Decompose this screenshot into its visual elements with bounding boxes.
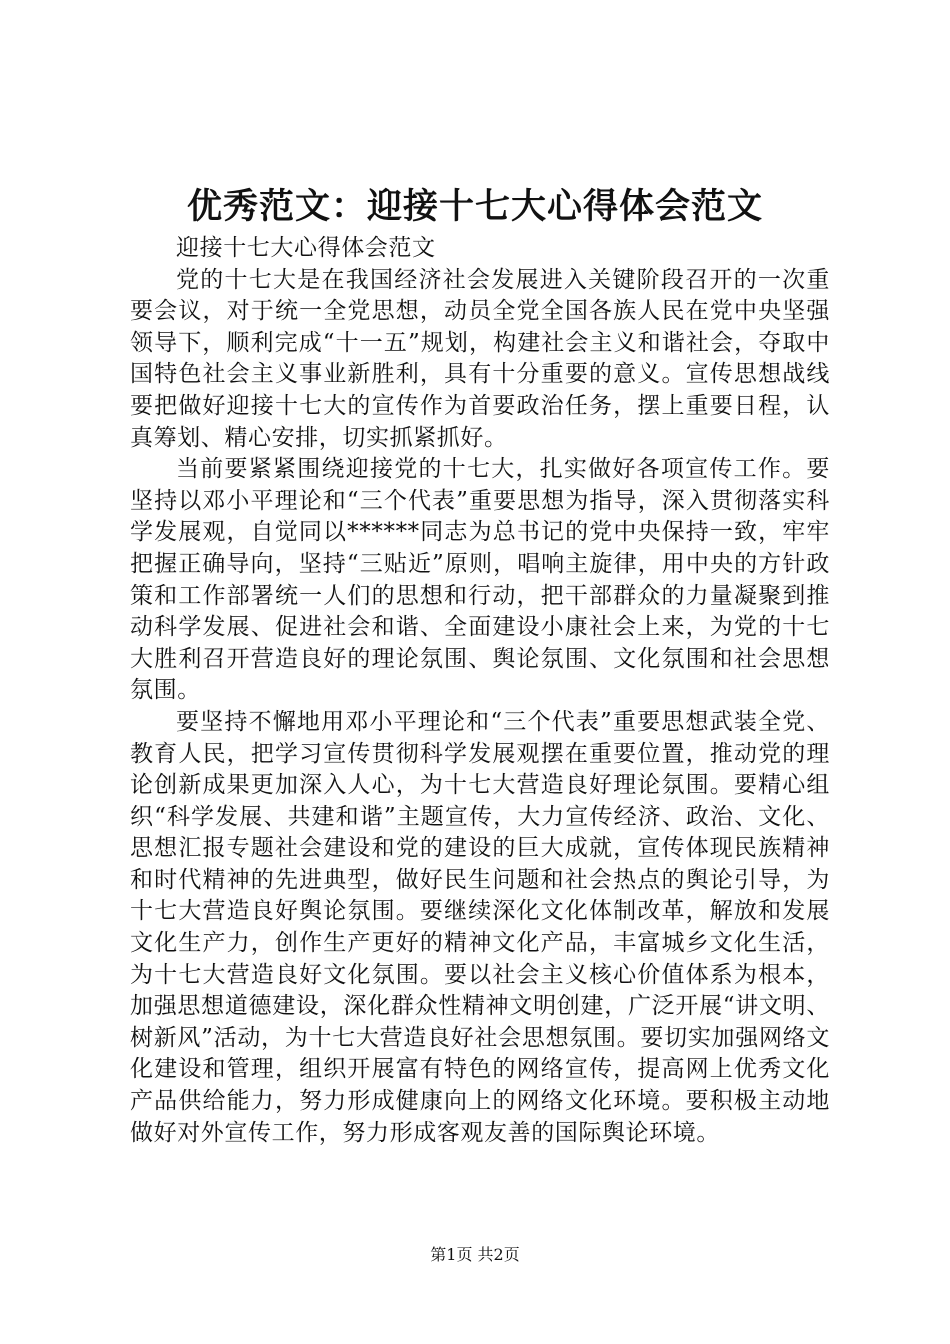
page-number-footer: 第1页 共2页 [430,1245,520,1264]
body-paragraph-1: 党的十七大是在我国经济社会发展进入关键阶段召开的一次重要会议，对于统一全党思想，动员全党全国各族人民在党中央坚强领导下，顺利完成“十一五”规划，构建社会主义和谐社会，夺取中国特色社会主义事业新胜利，具有十分重要的意义。宣传思想战线要把做好迎接十七大的宣传作为首要政治任务，摆上重要日程，认真筹划、精心安排，切实抓紧抓好。 [130,266,830,451]
body-paragraph-2: 当前要紧紧围绕迎接党的十七大，扎实做好各项宣传工作。要坚持以邓小平理论和“三个代表”重要思想为指导，深入贯彻落实科学发展观，自觉同以******同志为总书记的党中央保持一致，牢牢把握正确导向，坚持“三贴近”原则，唱响主旋律，用中央的方针政策和工作部署统一人们的思想和行动，把干部群众的力量凝聚到推动科学发展、促进社会和谐、全面建设小康社会上来，为党的十七大胜利召开营造良好的理论氛围、舆论氛围、文化氛围和社会思想氛围。 [130,456,830,704]
body-paragraph-3: 要坚持不懈地用邓小平理论和“三个代表”重要思想武装全党、教育人民，把学习宣传贯彻科学发展观摆在重要位置，推动党的理论创新成果更加深入人心，为十七大营造良好理论氛围。要精心组织“科学发展、共建和谐”主题宣传，大力宣传经济、政治、文化、思想汇报专题社会建设和党的建设的巨大成就，宣传体现民族精神和时代精神的先进典型，做好民生问题和社会热点的舆论引导，为十七大营造良好舆论氛围。要继续深化文化体制改革，解放和发展文化生产力，创作生产更好的精神文化产品，丰富城乡文化生活，为十七大营造良好文化氛围。要以社会主义核心价值体系为根本，加强思想道德建设，深化群众性精神文明创建，广泛开展“讲文明、树新风”活动，为十七大营造良好社会思想氛围。要切实加强网络文化建设和管理，组织开展富有特色的网络宣传，提高网上优秀文化产品供给能力，努力形成健康向上的网络文化环境。要积极主动地做好对外宣传工作，努力形成客观友善的国际舆论环境。 [130,708,830,1146]
document-title: 优秀范文：迎接十七大心得体会范文 [186,186,763,227]
subtitle-paragraph: 迎接十七大心得体会范文 [176,235,436,261]
document-body [130,233,830,1149]
